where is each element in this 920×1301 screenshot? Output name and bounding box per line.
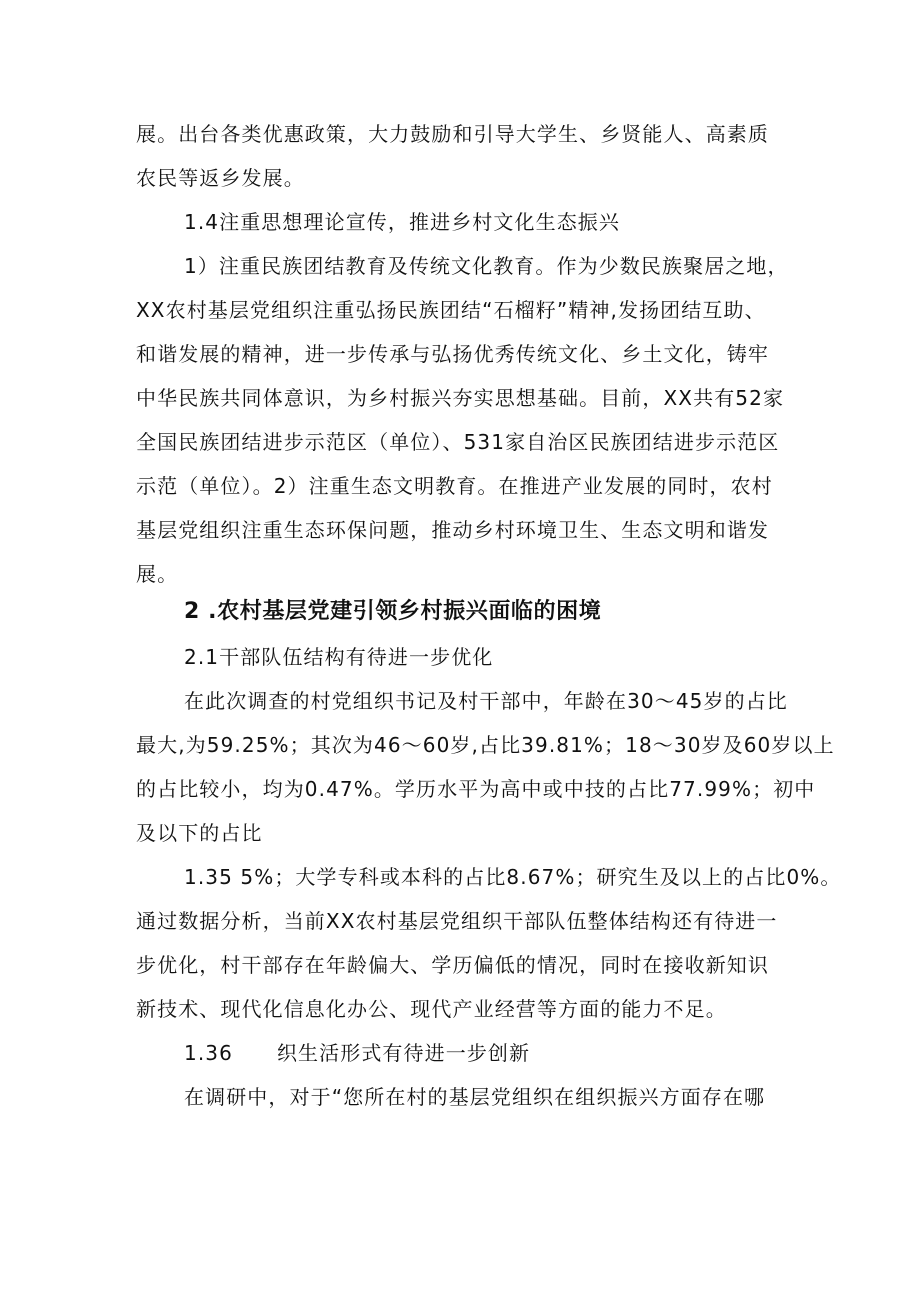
paragraph-line: 新技术、现代化信息化办公、现代产业经营等方面的能力不足。 [136,997,727,1021]
paragraph-line: 全国民族团结进步示范区（单位）、531家自治区民族团结进步示范区 [136,430,780,454]
paragraph-line: 在调研中，对于“您所在村的基层党组织在组织振兴方面存在哪 [184,1085,766,1109]
paragraph-line: 步优化，村干部存在年龄偏大、学历偏低的情况，同时在接收新知识 [136,953,769,977]
paragraph-line: 基层党组织注重生态环保问题，推动乡村环境卫生、生态文明和谐发 [136,518,769,542]
paragraph-line: 1.35 5%；大学专科或本科的占比8.67%；研究生及以上的占比0%。 [184,865,842,889]
section-title: 织生活形式有待进一步创新 [276,1041,531,1065]
paragraph-line: 中华民族共同体意识，为乡村振兴夯实思想基础。目前，XX共有52家 [136,386,785,410]
paragraph-line: 最大,为59.25%；其次为46～60岁,占比39.81%；18～30岁及60岁以上 [136,733,835,757]
paragraph-line: 1）注重民族团结教育及传统文化教育。作为少数民族聚居之地， [184,254,789,278]
section-heading-1-36 [184,1039,530,1067]
chapter-heading-2: 2 .农村基层党建引领乡村振兴面临的困境 [184,599,602,624]
paragraph-line: 通过数据分析，当前XX农村基层党组织干部队伍整体结构还有待进一 [136,909,778,933]
paragraph-line: 农民等返乡发展。 [136,166,305,190]
paragraph-line: XX农村基层党组织注重弘扬民族团结“石榴籽”精神,发扬团结互助、 [136,298,766,322]
section-heading-2-1: 2.1干部队伍结构有待进一步优化 [184,645,494,669]
paragraph-line: 和谐发展的精神，进一步传承与弘扬优秀传统文化、乡土文化，铸牢 [136,342,769,366]
paragraph-line: 示范（单位）。2）注重生态文明教育。在推进产业发展的同时，农村 [136,474,773,498]
paragraph-line: 的占比较小，均为0.47%。学历水平为高中或中技的占比77.99%；初中 [136,777,816,801]
paragraph-line: 展。 [136,562,179,586]
paragraph-line: 在此次调查的村党组织书记及村干部中，年龄在30～45岁的占比 [184,689,788,713]
paragraph-line: 展。出台各类优惠政策，大力鼓励和引导大学生、乡贤能人、高素质 [136,122,769,146]
section-number: 1.36 [184,1041,233,1065]
paragraph-line: 及以下的占比 [136,821,263,845]
section-heading-1-4: 1.4注重思想理论宣传，推进乡村文化生态振兴 [184,210,621,234]
